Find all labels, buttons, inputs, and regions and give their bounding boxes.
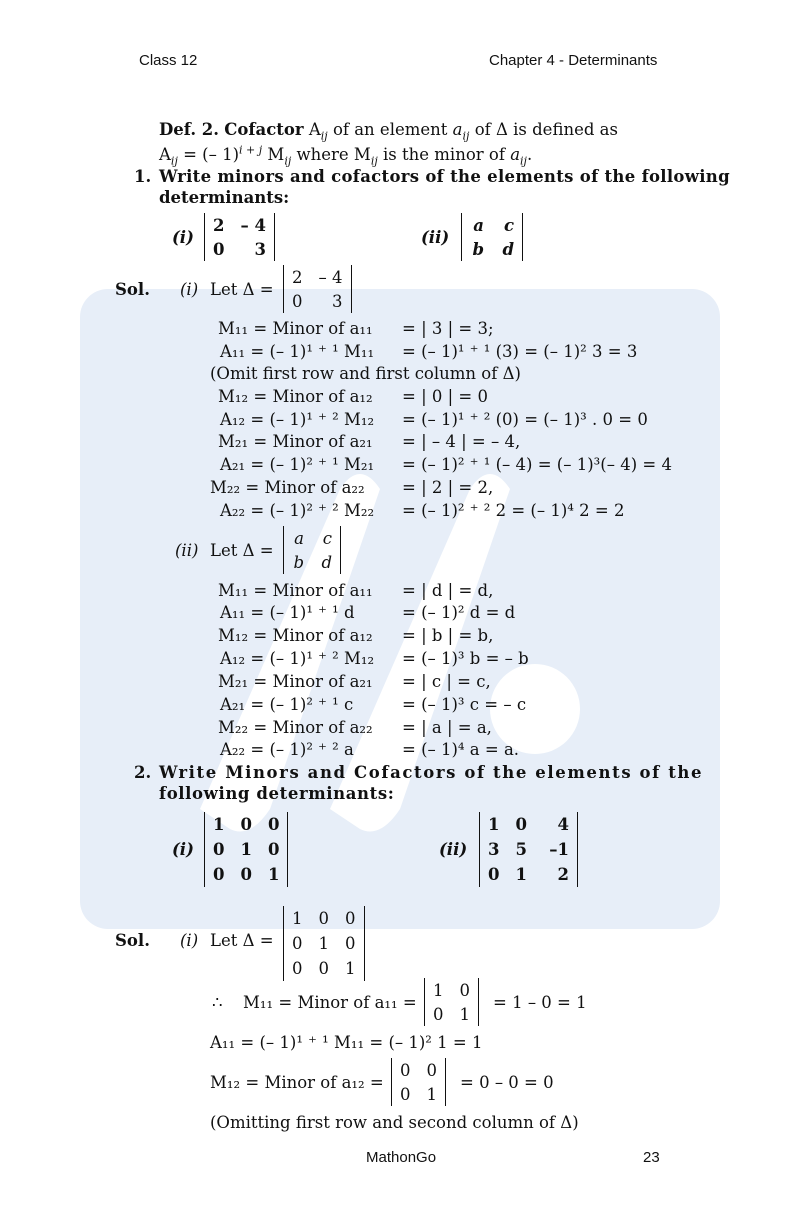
step-note: (Omit first row and first column of Δ) [210, 364, 521, 383]
det-cell: – 4 [318, 267, 343, 287]
definition-term: Cofactor [224, 120, 304, 139]
det-cell: 0 [213, 865, 225, 884]
header-chapter: Chapter 4 - Determinants [489, 52, 658, 69]
step-rhs: = | a | = a, [402, 718, 492, 737]
det-cell: 1 [267, 865, 280, 884]
det-cell: 0 [345, 909, 356, 928]
det-cell: d [502, 239, 514, 259]
q2-text-line-1: Write Minors and Cofactors of the elements of the [159, 763, 704, 782]
det-cell: 0 [433, 1004, 444, 1024]
det-cell: 0 [292, 959, 303, 978]
sol2-part-i-label: (i) [180, 931, 199, 950]
definition-where: where [296, 145, 349, 164]
step-lhs: A₂₁ = (– 1)² ⁺ ¹ M₂₁ [220, 455, 375, 474]
step-lhs: M₁₂ = Minor of a₁₂ [218, 626, 373, 645]
det-cell: 1 [433, 980, 444, 1000]
step-lhs: M₁₁ = Minor of a₁₁ [218, 319, 373, 338]
sol1-let-delta-ii: Let Δ = [210, 541, 274, 560]
q2-text-line-2: following determinants: [159, 784, 395, 803]
det-cell: 0 [240, 815, 252, 834]
q2-label-ii: (ii) [439, 840, 468, 859]
sol2-m11-lhs: M₁₁ = Minor of a₁₁ = [243, 993, 417, 1012]
q2-label-i: (i) [172, 840, 194, 859]
header-class: Class 12 [139, 52, 198, 69]
det-cell: 0 [318, 909, 329, 928]
q1-det-ii [461, 213, 523, 261]
q2-det-i [204, 812, 288, 887]
step-lhs: M₁₁ = Minor of a₁₁ [218, 581, 373, 600]
step-lhs: M₂₂ = Minor of a₂₂ [210, 478, 365, 497]
definition-minor-text: is the minor of [383, 145, 505, 164]
step-lhs: A₁₂ = (– 1)¹ ⁺ ² M₁₂ [220, 410, 375, 429]
det-cell: 0 [459, 980, 470, 1000]
det-cell: 0 [515, 815, 527, 834]
det-cell: 0 [400, 1084, 411, 1104]
det-cell: b [472, 239, 484, 259]
sol2-m12-det [391, 1058, 446, 1106]
step-rhs: = (– 1)³ c = – c [402, 695, 527, 714]
sol2-m11-det [424, 978, 479, 1026]
step-lhs: A₂₂ = (– 1)² ⁺ ² M₂₂ [220, 501, 375, 520]
sol2-label: Sol. [115, 931, 150, 950]
det-cell: 1 [318, 934, 329, 953]
det-cell: 0 [213, 840, 225, 859]
det-cell: –1 [549, 840, 569, 859]
q2-number: 2. [134, 763, 152, 782]
det-cell: 0 [400, 1060, 411, 1080]
det-cell: a [294, 528, 304, 548]
det-cell: 0 [240, 865, 252, 884]
step-rhs: = | 2 | = 2, [402, 478, 494, 497]
sol1-det-ii [283, 526, 341, 574]
det-cell: a [473, 215, 484, 235]
sol1-det-i [283, 265, 352, 313]
det-cell: 1 [345, 959, 356, 978]
det-cell: 0 [292, 934, 303, 953]
q1-label-i: (i) [172, 228, 194, 247]
step-lhs: A₁₁ = (– 1)¹ ⁺ ¹ d [220, 603, 355, 622]
det-cell: 0 [267, 815, 280, 834]
step-lhs: A₁₁ = (– 1)¹ ⁺ ¹ M₁₁ [220, 342, 375, 361]
step-rhs: = (– 1)² d = d [402, 603, 516, 622]
det-cell: – 4 [240, 215, 266, 235]
sol2-a11: A₁₁ = (– 1)¹ ⁺ ¹ M₁₁ = (– 1)² 1 = 1 [210, 1033, 483, 1052]
det-cell: c [503, 215, 514, 235]
det-cell: 2 [292, 267, 303, 287]
footer-brand: MathonGo [366, 1149, 437, 1166]
step-rhs: = | d | = d, [402, 581, 494, 600]
sol1-label: Sol. [115, 280, 150, 299]
det-cell: 0 [318, 959, 329, 978]
det-cell: 1 [240, 840, 252, 859]
q1-label-ii: (ii) [421, 228, 450, 247]
det-cell: 3 [488, 840, 500, 859]
step-rhs: = | 0 | = 0 [402, 387, 488, 406]
step-rhs: = (– 1)² ⁺ ¹ (– 4) = (– 1)³(– 4) = 4 [402, 455, 672, 474]
det-cell: 1 [515, 865, 527, 884]
det-cell: 0 [426, 1060, 437, 1080]
step-rhs: = (– 1)⁴ a = a. [402, 740, 520, 759]
step-rhs: = | 3 | = 3; [402, 319, 494, 338]
det-cell: 0 [488, 865, 500, 884]
sol2-note: (Omitting first row and second column of Δ) [210, 1113, 579, 1132]
sol2-m12-rhs: = 0 – 0 = 0 [460, 1073, 554, 1092]
step-rhs: = (– 1)¹ ⁺ ² (0) = (– 1)³ . 0 = 0 [402, 410, 648, 429]
step-lhs: A₂₂ = (– 1)² ⁺ ² a [220, 740, 354, 759]
q1-text-line-1: Write minors and cofactors of the elements of the following [159, 167, 730, 186]
step-rhs: = | – 4 | = – 4, [402, 432, 521, 451]
sol2-det [283, 906, 365, 981]
det-cell: 0 [213, 239, 225, 259]
det-cell: 2 [557, 865, 569, 884]
det-cell: b [293, 552, 304, 572]
sol2-let-delta: Let Δ = [210, 931, 274, 950]
det-cell: 1 [426, 1084, 437, 1104]
definition-text-a: of an element [332, 120, 448, 139]
definition-label: Def. 2. [159, 120, 220, 139]
det-cell: 5 [515, 840, 527, 859]
step-lhs: M₁₂ = Minor of a₁₂ [218, 387, 373, 406]
det-cell: 0 [292, 291, 303, 311]
det-cell: 3 [254, 239, 266, 259]
step-rhs: = (– 1)² ⁺ ² 2 = (– 1)⁴ 2 = 2 [402, 501, 625, 520]
step-rhs: = (– 1)¹ ⁺ ¹ (3) = (– 1)² 3 = 3 [402, 342, 638, 361]
q1-number: 1. [134, 167, 152, 186]
step-rhs: = | c | = c, [402, 672, 491, 691]
definition-line-1: Def. 2. Cofactor $A_{ij}$ of an element $a_{ij}$ of Δ is defined as [159, 120, 618, 143]
det-cell: c [322, 528, 332, 548]
sol1-part-i-label: (i) [180, 280, 199, 299]
definition-line-2: $A_{ij}$ = (– 1)$^{i + j}$ $M_{ij}$ where $M_{ij}$ is the minor of $a_{ij}$. [159, 143, 533, 168]
det-cell: 4 [557, 815, 569, 834]
step-lhs: M₂₁ = Minor of a₂₁ [218, 432, 373, 451]
sol2-m12-lhs: M₁₂ = Minor of a₁₂ = [210, 1073, 384, 1092]
page-number: 23 [643, 1149, 660, 1166]
det-cell: 1 [292, 909, 303, 928]
step-lhs: A₁₂ = (– 1)¹ ⁺ ² M₁₂ [220, 649, 375, 668]
det-cell: 1 [213, 815, 225, 834]
step-rhs: = | b | = b, [402, 626, 494, 645]
q1-det-i [204, 213, 275, 261]
step-lhs: M₂₁ = Minor of a₂₁ [218, 672, 373, 691]
det-cell: 1 [488, 815, 500, 834]
det-cell: 3 [332, 291, 343, 311]
sol1-part-ii-label: (ii) [175, 541, 199, 560]
q1-text-line-2: determinants: [159, 188, 290, 207]
det-cell: 0 [267, 840, 280, 859]
sol1-let-delta-i: Let Δ = [210, 280, 274, 299]
det-cell: 1 [459, 1004, 470, 1024]
step-lhs: M₂₂ = Minor of a₂₂ [218, 718, 373, 737]
det-cell: d [321, 552, 332, 572]
definition-text-b: of Δ is defined as [474, 120, 618, 139]
det-cell: 2 [213, 215, 225, 235]
q2-det-ii [479, 812, 578, 887]
step-lhs: A₂₁ = (– 1)² ⁺ ¹ c [220, 695, 354, 714]
sol2-m11-rhs: = 1 – 0 = 1 [493, 993, 587, 1012]
det-cell: 0 [345, 934, 356, 953]
step-rhs: = (– 1)³ b = – b [402, 649, 529, 668]
therefore-symbol: ∴ [212, 993, 223, 1012]
